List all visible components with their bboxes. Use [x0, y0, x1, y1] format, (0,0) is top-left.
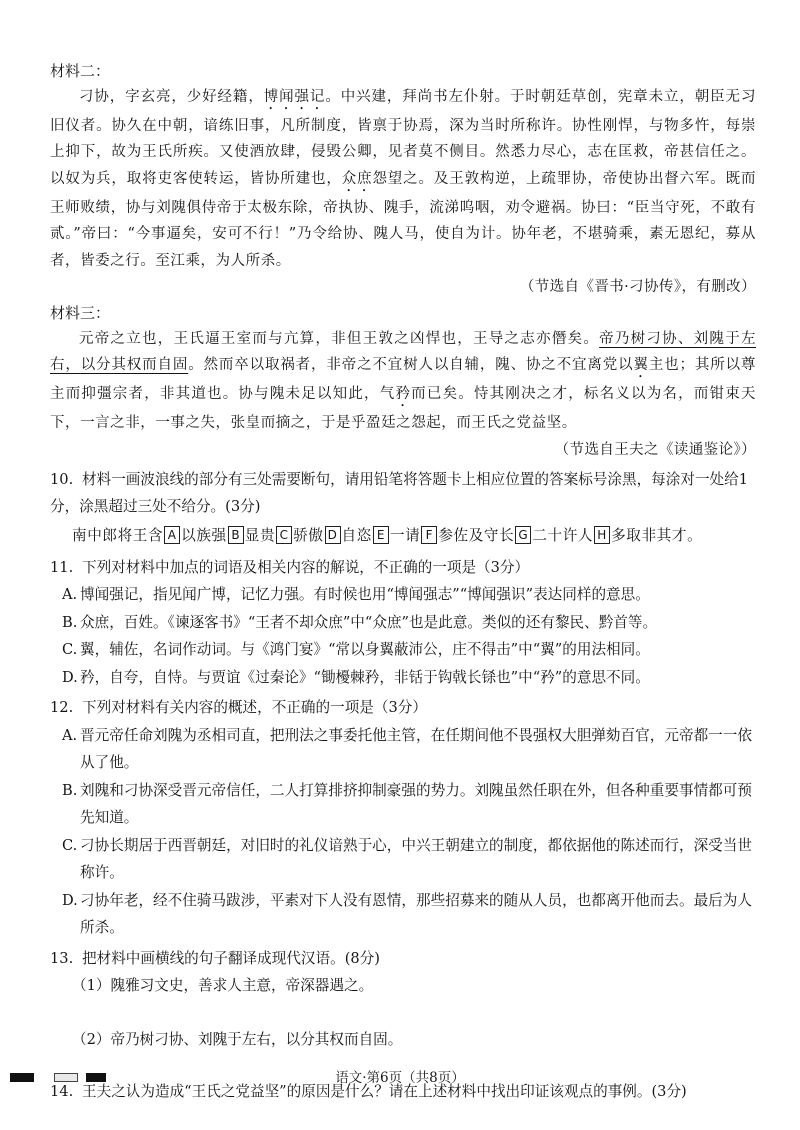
- page-footer: 语文·第6页（共8页）: [335, 1070, 465, 1086]
- question-stem: 材料一画波浪线的部分有三处需要断句，请用铅笔将答题卡上相应位置的答案标号涂黑，每涂对一处给1分，涂黑超过三处不给分。(3分): [50, 470, 749, 516]
- question-stem: 把材料中画横线的句子翻译成现代汉语。(8分): [82, 949, 380, 967]
- answer-box-b[interactable]: B: [228, 526, 244, 544]
- dotted-term-zhongshu: 众庶: [341, 170, 373, 187]
- option-c[interactable]: C. 翼，辅佐，名词作动词。与《鸿门宴》“常以身翼蔽沛公，庄不得击”中“翼”的用法相同。: [62, 641, 650, 659]
- dotted-term-yi: 翼: [633, 357, 649, 374]
- underlined-sentence: 帝乃树刁协、刘隗于左右，以分其权而自固: [50, 331, 757, 374]
- answer-box-a[interactable]: A: [164, 526, 180, 544]
- material2-body: 刁协，字玄亮，少好经籍，博闻强记。中兴建，拜尚书左仆射。于时朝廷草创，宪章未立，朝臣无习旧仪者。协久在中朝，谙练旧事，凡所制度，皆禀于协焉，深为当时所称许。协性刚悍，与物多忤，每崇上抑下，故为王氏所疾。又使酒放肆，侵毁公卿，见者莫不侧目。然悉力尽心，志在匡救，帝甚信任之。以奴为兵，取将吏客使转运，皆协所建也，众庶怨望之。及王敦构逆，上疏罪协，帝使协出督六军。既而王师败绩，协与刘隗俱侍帝于太极东除，帝执协、隗手，流涕呜咽，劝令避祸。协曰：“臣当守死，不敢有贰。”帝曰：“今事逼矣，安可不行！”乃令给协、隗人马，使自为计。协年老，不堪骑乘，素无恩纪，募从者，皆委之行。至江乘，为人所杀。: [50, 89, 757, 269]
- option-b[interactable]: B. 众庶，百姓。《谏逐客书》“王者不却众庶”中“众庶”也是此意。类似的还有黎民、黔首等。: [62, 613, 658, 631]
- material3-source: （节选自王夫之《读通鉴论》）: [554, 441, 756, 458]
- answer-box-e[interactable]: E: [373, 526, 389, 544]
- question-13: [50, 945, 756, 1055]
- translation-item-2: （2）帝乃树刁协、刘隗于左右，以分其权而自固。: [72, 1031, 403, 1049]
- question-number: 13.: [50, 949, 74, 967]
- question-stem: 下列对材料有关内容的概述，不正确的一项是（3分）: [82, 699, 427, 717]
- answer-box-c[interactable]: C: [276, 526, 292, 544]
- question-11: [50, 554, 756, 692]
- answer-box-d[interactable]: D: [325, 526, 341, 544]
- question-number: 14.: [50, 1083, 74, 1101]
- option-a[interactable]: A. 博闻强记，指见闻广博，记忆力强。有时候也用“博闻强志”“博闻强识”表达同样的意思。: [62, 586, 650, 604]
- question-stem: 王夫之认为造成“王氏之党益坚”的原因是什么？请在上述材料中找出印证该观点的事例。(3分): [82, 1083, 687, 1101]
- option-c[interactable]: C. 刁协长期居于西晋朝廷，对旧时的礼仪谙熟于心，中兴王朝建立的制度，都依据他的陈述而行，深受当世称许。: [62, 836, 752, 882]
- option-d[interactable]: D. 矜，自夸，自恃。与贾谊《过秦论》“锄櫌棘矜，非铦于钩戟长铩也”中“矜”的意思不同。: [62, 668, 650, 686]
- material2-source: （节选自《晋书·刁协传》，有删改）: [519, 279, 756, 296]
- punctuation-sentence: 南中郎将王含 A 以族强 B 显贵 C 骄傲 D 自恣 E 一请 F 参佐及守长 G 二十许人 H 多取非其才。: [72, 526, 703, 544]
- answer-box-g[interactable]: G: [515, 526, 531, 544]
- dotted-term-jin: 矜: [395, 386, 412, 403]
- material3-heading: 材料三：: [50, 304, 111, 323]
- question-number: 10.: [50, 470, 74, 488]
- question-number: 11.: [50, 558, 74, 576]
- answer-box-f[interactable]: F: [421, 526, 437, 544]
- question-number: 12.: [50, 699, 74, 717]
- dotted-term-bowenqiangji: 博闻强记: [263, 89, 326, 105]
- option-a[interactable]: A. 晋元帝任命刘隗为丞相司直，把刑法之事委托他主管，在任期间他不畏强权大胆弹劾百官，元帝都一一依从了他。: [62, 726, 752, 772]
- question-12: [50, 694, 756, 942]
- option-d[interactable]: D. 刁协年老，经不住骑马跋涉，平素对下人没有恩情，那些招募来的随从人员，也都离开他而去。最后为人所杀。: [62, 891, 752, 937]
- question-10: [50, 466, 756, 551]
- question-stem: 下列对材料中加点的词语及相关内容的解说，不正确的一项是（3分）: [82, 558, 530, 576]
- translation-item-1: （1）隗雅习文史，善求人主意，帝深器遇之。: [72, 977, 374, 995]
- page-content: [50, 58, 756, 1106]
- material3-body: 元帝之立也，王氏逼王室而与亢算，非但王敦之凶悍也，王导之志亦僭矣。帝乃树刁协、刘隗于左右，以分其权而自固。然而卒以取祸者，非帝之不宜树人以自辅，隗、协之不宜离党以翼主也；其所以尊主而抑彊宗者，非其道也。协与隗未足以知此，气矜而已矣。恃其刚决之才，标名义以为名，而钳束天下，一言之非，一事之失，张皇而摘之，于是乎盈廷之怨起，而王氏之党益坚。: [50, 331, 757, 432]
- option-b[interactable]: B. 刘隗和刁协深受晋元帝信任，二人打算排挤抑制豪强的势力。刘隗虽然任职在外，但各种重要事情都可预先知道。: [62, 781, 752, 827]
- answer-box-h[interactable]: H: [594, 526, 610, 544]
- material2-heading: 材料二：: [50, 62, 111, 80]
